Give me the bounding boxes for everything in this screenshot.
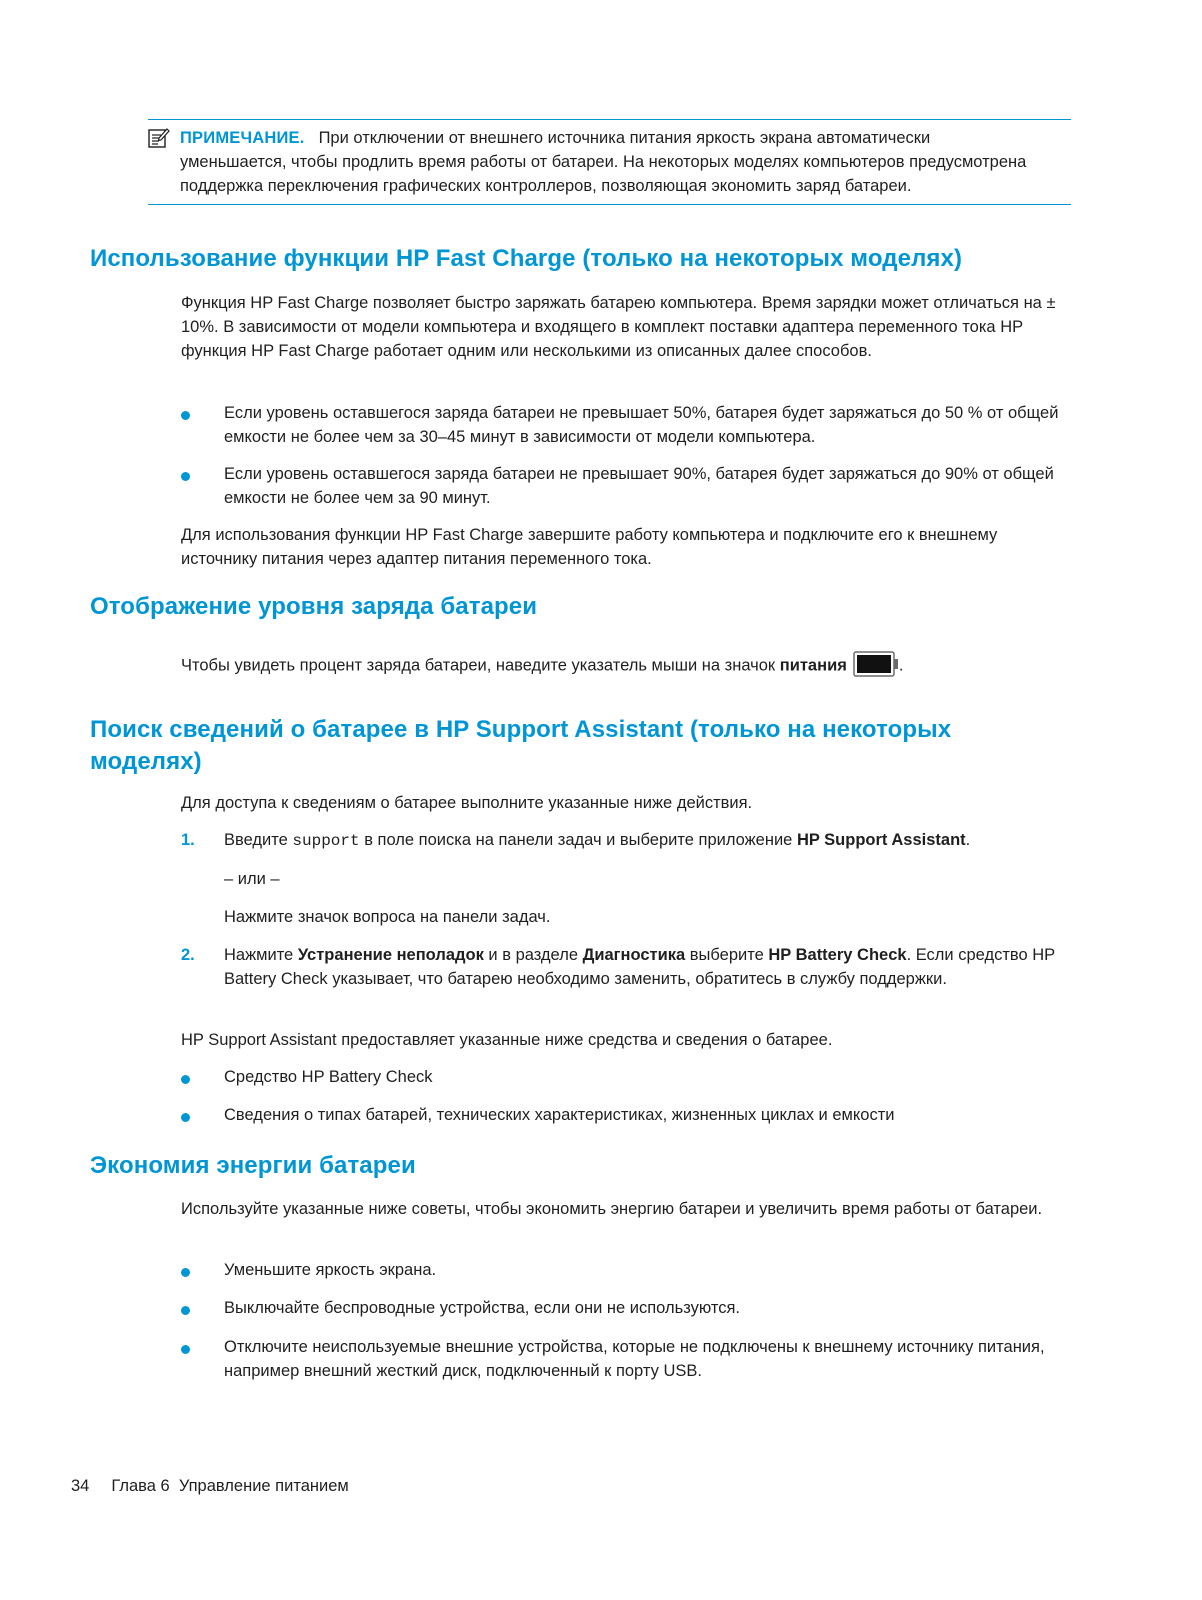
numbered-step-1-alt [181,905,1071,929]
note-box [148,119,1071,205]
battery-level-text-end: . [898,656,904,675]
note-text [180,126,1071,198]
bullet-icon [181,1306,190,1315]
numbered-step-1 [181,828,1071,853]
step-text-part: и в разделе [483,946,583,964]
numbered-step-1-or [181,867,1071,891]
step-text-part: Нажмите [224,946,298,964]
list-item [181,1103,1071,1127]
numbered-step-2 [181,943,1071,991]
section-heading-fast-charge: Использование функции HP Fast Charge (только на некоторых моделях) [90,245,963,272]
section-heading-support-assistant: Поиск сведений о батарее в HP Support Assistant (только на некоторых моделях) [90,716,952,775]
bullet-icon [181,1345,190,1354]
page-footer [71,1474,349,1498]
or-separator: – или – [224,870,280,888]
note-line1: При отключении от внешнего источника питания яркость экрана автоматически [318,129,931,147]
section-heading-save-energy: Экономия энергии батареи [90,1152,416,1179]
list-item-text: Уменьшите яркость экрана. [224,1261,437,1279]
bullet-icon [181,1075,190,1084]
step-text-part: . [965,831,971,849]
list-item [181,1335,1071,1383]
note-icon [148,128,170,148]
fast-charge-outro: Для использования функции HP Fast Charge завершите работу компьютера и подключите его к внешнему источнику питания через адаптер питания переменного тока. [181,526,998,568]
list-item [181,1258,1071,1282]
bullet-icon [181,1268,190,1277]
support-assistant-summary: HP Support Assistant предоставляет указанные ниже средства и сведения о батарее. [181,1031,833,1049]
note-label: ПРИМЕЧАНИЕ. [180,129,305,147]
list-item [181,462,1071,510]
bullet-icon [181,1113,190,1122]
battery-icon [853,651,899,677]
bold-text: Устранение неполадок [297,946,484,964]
step-text-part: выберите [685,946,769,964]
list-item-text: Выключайте беспроводные устройства, если они не используются. [224,1299,740,1317]
list-item-text: Средство HP Battery Check [224,1068,433,1086]
bold-text: Диагностика [582,946,686,964]
page-number: 34 [71,1477,90,1495]
list-item-text: Если уровень оставшегося заряда батареи не превышает 50%, батарея будет заряжаться до 50 % от общей емкости не более чем за 30–45 минут в зависимости от модели компьютера. [224,404,1059,446]
step-text-part: в поле поиска на панели задач и выберите приложение [359,831,797,849]
fast-charge-intro: Функция HP Fast Charge позволяет быстро заряжать батарею компьютера. Время зарядки может отличаться на ± 10%. В зависимости от модели компьютера и входящего в комплект поставки адаптера переменного тока HP функция HP Fast Charge работает одним или несколькими из описанных далее способов. [181,294,1056,360]
list-item-text: Отключите неиспользуемые внешние устройства, которые не подключены к внешнему источнику питания, например внешний жесткий диск, подключенный к порту USB. [224,1338,1045,1380]
support-assistant-intro: Для доступа к сведениям о батарее выполните указанные ниже действия. [181,794,753,812]
bullet-icon [181,411,190,420]
battery-level-text-start: Чтобы увидеть процент заряда батареи, наведите указатель мыши на значок [181,656,780,675]
list-item [181,1065,1071,1089]
step-number: 1. [181,831,195,849]
list-item [181,401,1071,449]
step-text-part: Введите [224,831,293,849]
chapter-title: Глава 6 Управление питанием [111,1477,349,1495]
code-text: support [292,832,360,850]
list-item-text: Сведения о типах батарей, технических характеристиках, жизненных циклах и емкости [224,1106,895,1124]
list-item-text: Если уровень оставшегося заряда батареи не превышает 90%, батарея будет заряжаться до 90% от общей емкости не более чем за 90 минут. [224,465,1054,507]
step-alt-text: Нажмите значок вопроса на панели задач. [224,908,551,926]
bullet-icon [181,472,190,481]
step-number: 2. [181,946,195,964]
list-item [181,1296,1071,1320]
step-text [224,828,1071,853]
save-energy-intro: Используйте указанные ниже советы, чтобы экономить энергию батареи и увеличить время работы от батареи. [181,1200,1043,1218]
battery-level-text [181,653,1071,679]
note-body: уменьшается, чтобы продлить время работы от батареи. На некоторых моделях компьютеров предусмотрена поддержка переключения графических контроллеров, позволяющая экономить заряд батареи. [180,153,1027,195]
bold-text: HP Support Assistant [796,831,966,849]
step-text [224,943,1071,991]
bold-text: HP Battery Check [768,946,907,964]
step-text-part: . Если средство HP Battery Check указывает, что батарею необходимо заменить, обратитесь в службу поддержки. [224,946,1055,988]
battery-level-bold: питания [779,656,847,675]
section-heading-battery-level: Отображение уровня заряда батареи [90,593,538,620]
